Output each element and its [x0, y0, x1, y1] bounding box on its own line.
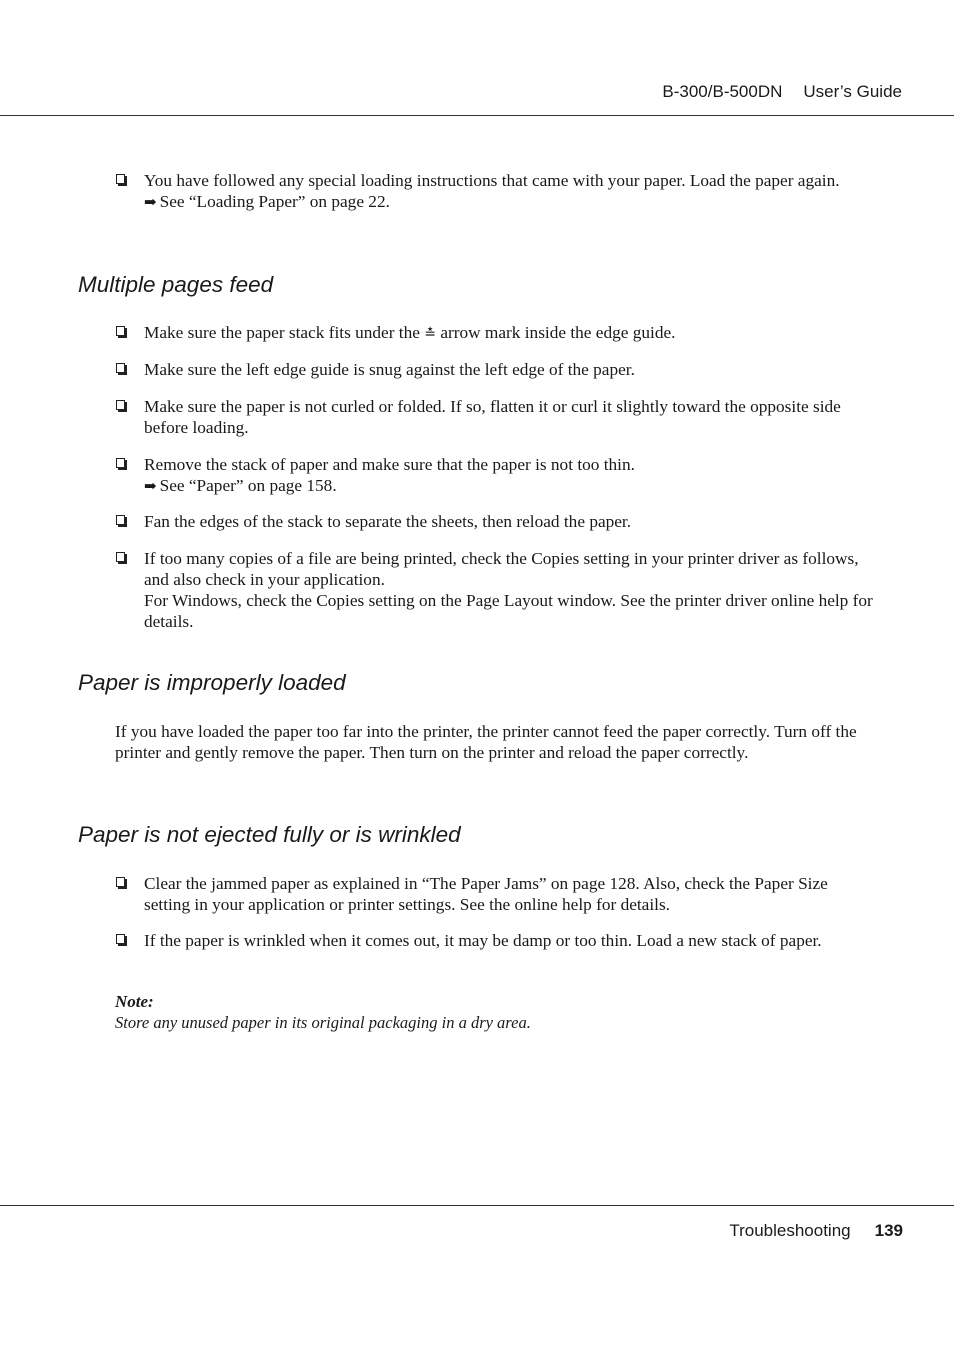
list-item — [116, 359, 876, 380]
section-heading: Paper is improperly loaded — [78, 670, 346, 695]
arrow-right-icon: ➡ — [144, 479, 157, 495]
list-item — [116, 454, 876, 498]
bullet-text: Remove the stack of paper and make sure that the paper is not too thin. — [144, 455, 635, 474]
bullet-text: Fan the edges of the stack to separate the sheets, then reload the paper. — [144, 512, 632, 531]
checkbox-bullet-icon — [116, 552, 125, 562]
bullet-text-extra: For Windows, check the Copies setting on the Page Layout window. See the printer driver online help for details. — [144, 591, 873, 631]
section-heading: Paper is not ejected fully or is wrinkled — [78, 822, 461, 847]
list-item — [116, 548, 876, 632]
paragraph: If you have loaded the paper too far into the printer, the printer cannot feed the paper correctly. Turn off the printer and gently remove the paper. Then turn on the printer and reload the paper correctly. — [115, 722, 857, 762]
list-item — [116, 511, 876, 532]
checkbox-bullet-icon — [116, 934, 125, 944]
list-item — [116, 930, 876, 951]
bullet-text: Make sure the paper stack fits under the — [144, 323, 420, 342]
bullet-text: Make sure the paper is not curled or folded. If so, flatten it or curl it slightly toward the opposite side before loading. — [144, 397, 841, 437]
bullet-text: arrow mark inside the edge guide. — [440, 323, 676, 342]
arrow-right-icon: ➡ — [144, 195, 157, 211]
running-header — [662, 82, 902, 102]
cross-reference-link[interactable]: See “Loading Paper” on page 22. — [159, 192, 390, 211]
list-item — [116, 873, 876, 915]
header-rule — [0, 115, 954, 116]
header-model: B-300/B-500DN — [662, 82, 783, 101]
checkbox-bullet-icon — [116, 877, 125, 887]
header-guide: User’s Guide — [803, 82, 902, 101]
bullet-text: You have followed any special loading instructions that came with your paper. Load the paper again. — [144, 171, 840, 190]
list-item — [116, 396, 876, 438]
bullet-text: Clear the jammed paper as explained in “The Paper Jams” on page 128. Also, check the Paper Size setting in your application or printer settings. See the online help for details. — [144, 874, 828, 914]
footer-section: Troubleshooting — [729, 1221, 851, 1240]
note-text: Store any unused paper in its original packaging in a dry area. — [115, 1013, 531, 1032]
paper-stack-limit-icon: ≛ — [424, 327, 436, 342]
list-item — [116, 322, 876, 345]
bullet-text: If too many copies of a file are being printed, check the Copies setting in your printer driver as follows, and also check in your application. — [144, 549, 859, 589]
checkbox-bullet-icon — [116, 363, 125, 373]
checkbox-bullet-icon — [116, 458, 125, 468]
note-title: Note: — [115, 992, 154, 1011]
footer-rule — [0, 1205, 954, 1206]
checkbox-bullet-icon — [116, 400, 125, 410]
bullet-text: If the paper is wrinkled when it comes out, it may be damp or too thin. Load a new stack of paper. — [144, 931, 822, 950]
page-number: 139 — [874, 1221, 903, 1240]
bullet-text: Make sure the left edge guide is snug against the left edge of the paper. — [144, 360, 635, 379]
section-heading: Multiple pages feed — [78, 272, 274, 297]
cross-reference-link[interactable]: See “Paper” on page 158. — [159, 476, 337, 495]
checkbox-bullet-icon — [116, 326, 125, 336]
running-footer — [729, 1221, 903, 1241]
checkbox-bullet-icon — [116, 174, 125, 184]
checkbox-bullet-icon — [116, 515, 125, 525]
list-item — [116, 170, 876, 214]
